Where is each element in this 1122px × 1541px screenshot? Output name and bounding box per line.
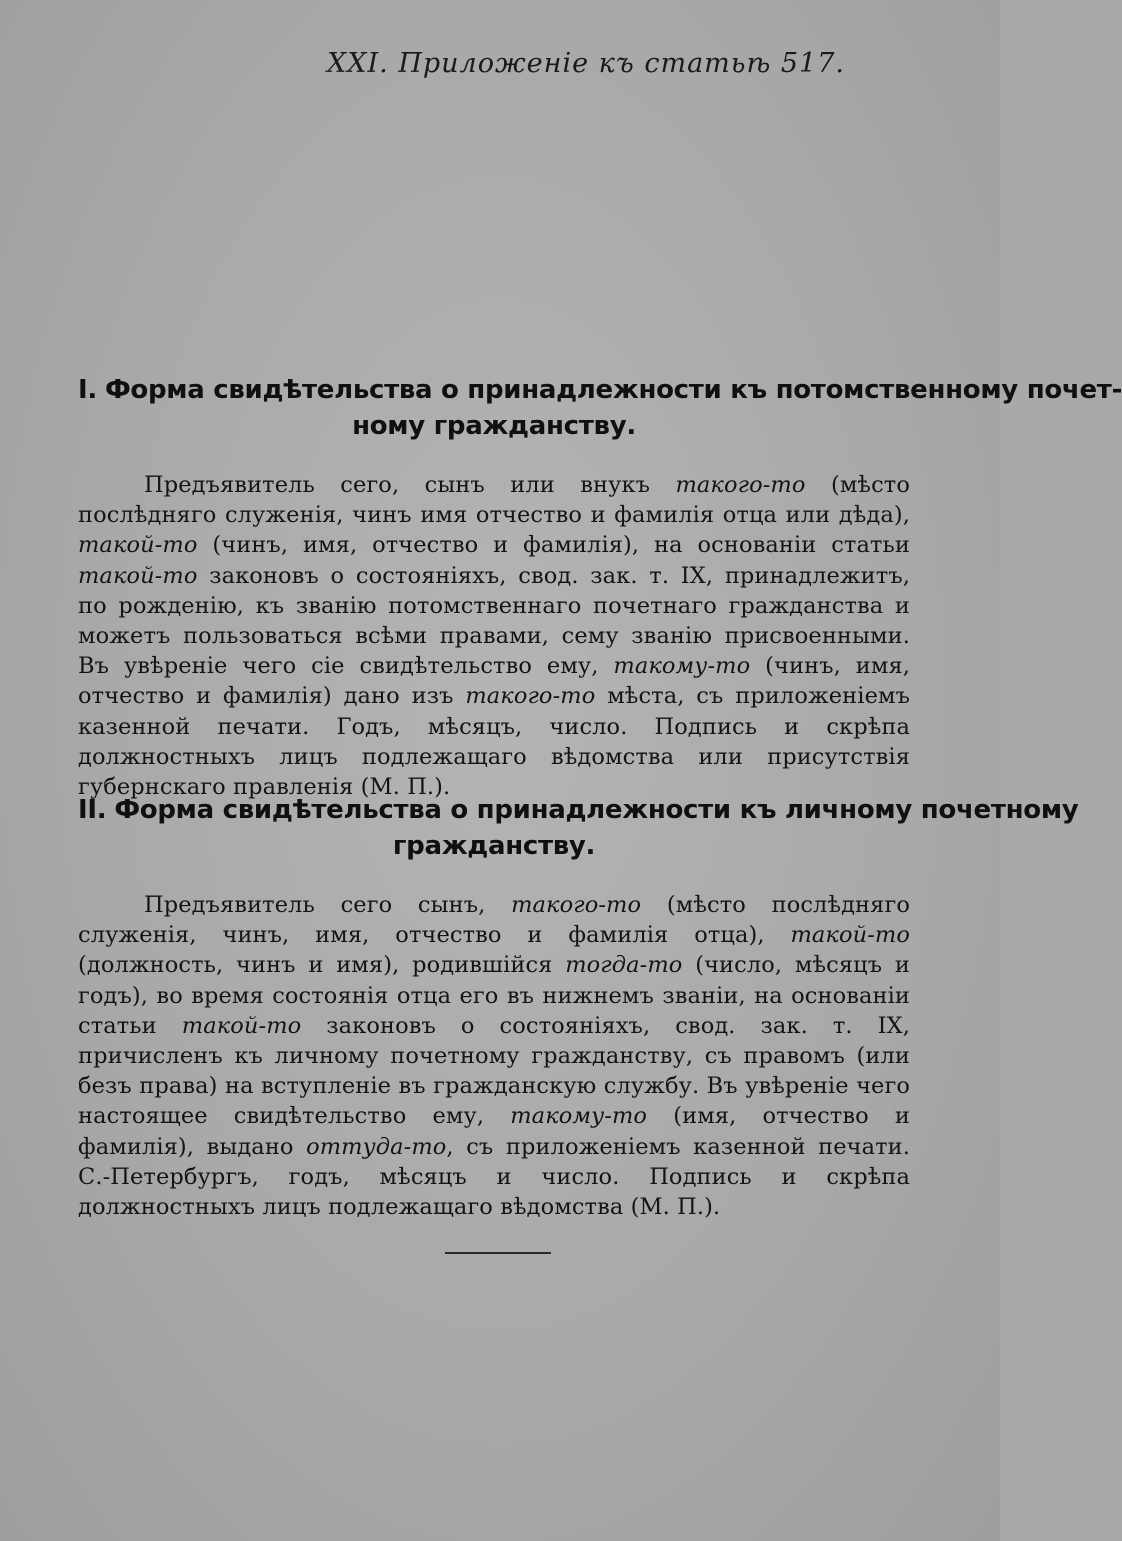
section-1-title-line2: ному гражданству.: [352, 411, 636, 441]
italic-run: такому-то: [613, 653, 751, 680]
italic-run: такой-то: [78, 562, 198, 589]
text-run: (должность, чинъ и имя), родившійся: [78, 952, 566, 979]
italic-run: такого-то: [511, 892, 642, 918]
text-run: законовъ о состояніяхъ, свод. зак. т. IX, причисленъ къ личному почетному гражданству, съ правомъ (или безъ права) на вступленіе въ гражданскую службу. Въ увѣреніе чего настоящее свидѣтельство ему,: [78, 1012, 910, 1130]
text-run: законовъ о состояніяхъ, свод. зак. т. IX, принадлежитъ, по рожденію, къ званію потомственнаго почетнаго гражданства и можетъ пользоваться всѣми правами, сему званію присвоенными. Въ увѣреніе чего сіе свидѣтельство ему,: [78, 562, 910, 680]
section-1-heading-line1: [78, 372, 1122, 408]
section-2-heading: [78, 792, 1079, 864]
italic-run: такому-то: [510, 1103, 648, 1130]
text-run: (мѣсто послѣдняго служенія, чинъ, имя, отчество и фамилія отца),: [78, 892, 910, 949]
text-run: мѣста, съ приложеніемъ казенной печати. Годъ, мѣсяцъ, число. Подпись и скрѣпа должностныхъ лицъ подлежащаго вѣдомства или присутствія губернскаго правленія (М. П.).: [78, 683, 911, 801]
text-run: (чинъ, имя, отчество и фамилія) дано изъ: [78, 653, 910, 710]
section-1-number: I.: [78, 375, 97, 405]
text-run: (чинъ, имя, отчество и фамилія), на основаніи статьи: [197, 532, 910, 559]
text-run: Предъявитель сего, сынъ или внукъ: [144, 472, 676, 498]
section-2: [78, 792, 1079, 1222]
section-2-number: II.: [78, 795, 107, 825]
section-1-paragraph: [78, 470, 910, 802]
running-head: XXI. Приложеніе къ статьѣ 517.: [327, 48, 845, 79]
section-1: [78, 372, 1122, 802]
italic-run: такого-то: [465, 683, 596, 710]
italic-run: тогда-то: [565, 952, 683, 979]
italic-run: такой-то: [790, 922, 910, 949]
italic-run: такого-то: [675, 472, 806, 498]
section-2-title-line2: гражданству.: [392, 831, 596, 861]
text-run: (имя, отчество и фамилія), выдано: [78, 1103, 910, 1160]
end-rule: [445, 1252, 551, 1254]
text-run: Предъявитель сего сынъ,: [144, 892, 512, 918]
text-run: (число, мѣсяцъ и годъ), во время состоянія отца его въ нижнемъ званіи, на основаніи статьи: [78, 952, 910, 1039]
section-2-heading-line1: [78, 792, 1079, 828]
text-run: , съ приложеніемъ казенной печати. С.-Петербургъ, годъ, мѣсяцъ и число. Подпись и скрѣпа должностныхъ лицъ подлежащаго вѣдомства (М. П.).: [78, 1133, 910, 1221]
section-1-heading: [78, 372, 1122, 444]
italic-run: оттуда-то: [306, 1133, 447, 1160]
italic-run: такой-то: [181, 1012, 302, 1039]
section-1-title-line1: Форма свидѣтельства о принадлежности къ потомственному почет-: [104, 375, 1122, 405]
section-2-title-line1: Форма свидѣтельства о принадлежности къ личному почетному: [114, 795, 1079, 825]
section-2-paragraph: [78, 890, 910, 1222]
italic-run: такой-то: [78, 532, 198, 559]
text-run: (мѣсто послѣдняго служенія, чинъ имя отчество и фамилія отца или дѣда),: [78, 472, 910, 529]
